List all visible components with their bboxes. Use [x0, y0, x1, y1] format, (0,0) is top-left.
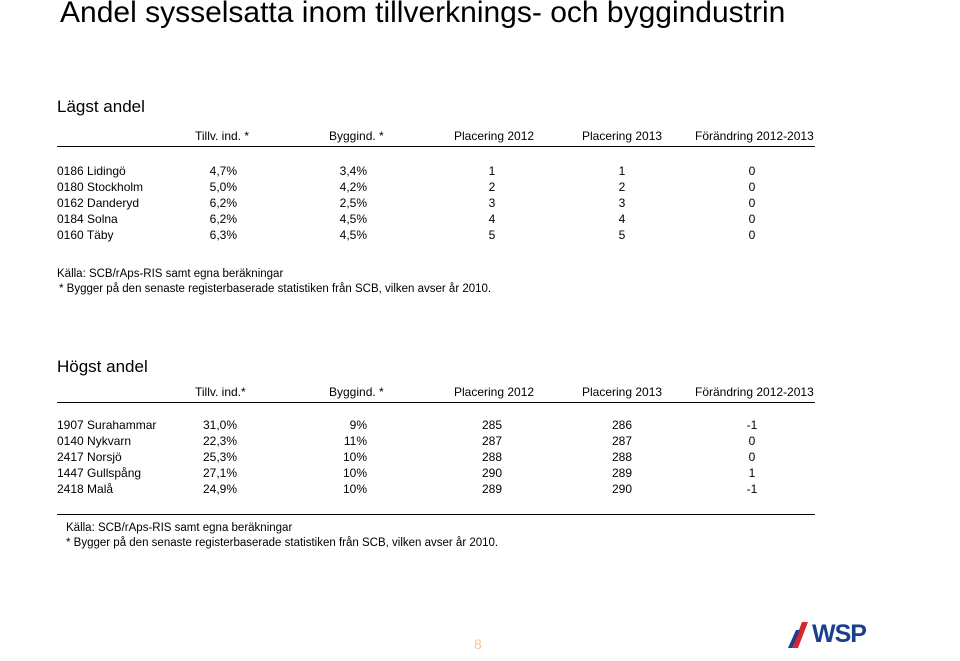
cell-tillv: 6,2%	[209, 212, 237, 226]
cell-change: 0	[748, 450, 756, 464]
cell-name: 2417 Norsjö	[57, 450, 122, 464]
lowest-source: Källa: SCB/rAps-RIS samt egna beräkningar	[57, 268, 284, 280]
table-row	[57, 212, 815, 228]
wsp-logo-text: WSP	[812, 620, 866, 648]
col-header-placering-2012: Placering 2012	[454, 385, 535, 399]
cell-p2013: 290	[611, 482, 633, 496]
cell-change: 1	[748, 466, 756, 480]
cell-p2013: 1	[618, 164, 626, 178]
cell-tillv: 31,0%	[202, 418, 237, 432]
cell-name: 0186 Lidingö	[57, 164, 126, 178]
cell-bygg: 4,2%	[339, 180, 367, 194]
cell-change: 0	[748, 196, 756, 210]
cell-name: 0180 Stockholm	[57, 180, 144, 194]
lowest-footnote: * Bygger på den senaste registerbaserade statistiken från SCB, vilken avser år 2010.	[59, 283, 492, 295]
cell-p2012: 290	[481, 466, 503, 480]
col-header-tillv: Tillv. ind. *	[195, 129, 250, 143]
cell-p2013: 288	[611, 450, 633, 464]
cell-change: 0	[748, 180, 756, 194]
table-row	[57, 180, 815, 196]
cell-p2012: 289	[481, 482, 503, 496]
col-header-bygg: Byggind. *	[329, 385, 384, 399]
cell-p2012: 1	[488, 164, 496, 178]
cell-p2013: 5	[618, 228, 626, 242]
highest-footnote: * Bygger på den senaste registerbaserade statistiken från SCB, vilken avser år 2010.	[66, 537, 499, 549]
table-row	[57, 450, 815, 466]
table-row	[57, 164, 815, 180]
cell-tillv: 24,9%	[202, 482, 237, 496]
cell-name: 0140 Nykvarn	[57, 434, 132, 448]
highest-heading: Högst andel	[57, 357, 148, 376]
cell-tillv: 5,0%	[209, 180, 237, 194]
cell-change: -1	[746, 482, 758, 496]
cell-p2013: 286	[611, 418, 633, 432]
cell-bygg: 10%	[342, 450, 367, 464]
cell-p2012: 5	[488, 228, 496, 242]
cell-name: 1907 Surahammar	[57, 418, 157, 432]
cell-change: 0	[748, 434, 756, 448]
section-divider	[57, 514, 815, 515]
wsp-logo	[788, 618, 880, 650]
cell-tillv: 25,3%	[202, 450, 237, 464]
col-header-forandring: Förändring 2012-2013	[695, 129, 814, 143]
cell-tillv: 27,1%	[202, 466, 237, 480]
cell-bygg: 10%	[342, 466, 367, 480]
cell-tillv: 22,3%	[202, 434, 237, 448]
cell-name: 2418 Malå	[57, 482, 114, 496]
col-header-placering-2012: Placering 2012	[454, 129, 535, 143]
lowest-table-header	[57, 129, 815, 147]
col-header-placering-2013: Placering 2013	[582, 129, 663, 143]
cell-change: -1	[746, 418, 758, 432]
highest-table	[57, 385, 815, 498]
cell-tillv: 6,3%	[209, 228, 237, 242]
cell-change: 0	[748, 228, 756, 242]
cell-name: 1447 Gullspång	[57, 466, 142, 480]
table-row	[57, 434, 815, 450]
cell-bygg: 9%	[349, 418, 367, 432]
table-row	[57, 196, 815, 212]
col-header-placering-2013: Placering 2013	[582, 385, 663, 399]
highest-table-header	[57, 385, 815, 403]
col-header-tillv: Tillv. ind.*	[195, 385, 246, 399]
cell-name: 0184 Solna	[57, 212, 118, 226]
highest-table-body	[57, 418, 815, 498]
table-row	[57, 482, 815, 498]
table-row	[57, 466, 815, 482]
cell-p2012: 3	[488, 196, 496, 210]
page-title: Andel sysselsatta inom tillverknings- och byggindustrin	[60, 0, 786, 29]
cell-tillv: 4,7%	[209, 164, 237, 178]
cell-bygg: 3,4%	[339, 164, 367, 178]
lowest-table-body	[57, 164, 815, 244]
table-row	[57, 418, 815, 434]
col-header-bygg: Byggind. *	[329, 129, 384, 143]
cell-p2013: 287	[611, 434, 633, 448]
cell-bygg: 4,5%	[339, 212, 367, 226]
cell-p2013: 289	[611, 466, 633, 480]
cell-p2012: 4	[488, 212, 496, 226]
cell-name: 0162 Danderyd	[57, 196, 140, 210]
table-row	[57, 228, 815, 244]
cell-bygg: 11%	[343, 434, 367, 448]
cell-p2013: 4	[618, 212, 626, 226]
lowest-table	[57, 129, 815, 244]
cell-p2012: 288	[481, 450, 503, 464]
cell-bygg: 2,5%	[339, 196, 367, 210]
cell-p2013: 2	[618, 180, 626, 194]
cell-change: 0	[748, 212, 756, 226]
highest-source: Källa: SCB/rAps-RIS samt egna beräkningar	[66, 522, 293, 534]
cell-p2013: 3	[618, 196, 626, 210]
cell-bygg: 10%	[342, 482, 367, 496]
cell-p2012: 285	[481, 418, 503, 432]
cell-tillv: 6,2%	[209, 196, 237, 210]
col-header-forandring: Förändring 2012-2013	[695, 385, 814, 399]
lowest-heading: Lägst andel	[57, 97, 145, 116]
wsp-logo-mark-icon	[788, 620, 812, 650]
cell-change: 0	[748, 164, 756, 178]
cell-name: 0160 Täby	[57, 228, 114, 242]
cell-bygg: 4,5%	[339, 228, 367, 242]
cell-p2012: 287	[481, 434, 503, 448]
page-number: 8	[474, 636, 482, 652]
cell-p2012: 2	[488, 180, 496, 194]
